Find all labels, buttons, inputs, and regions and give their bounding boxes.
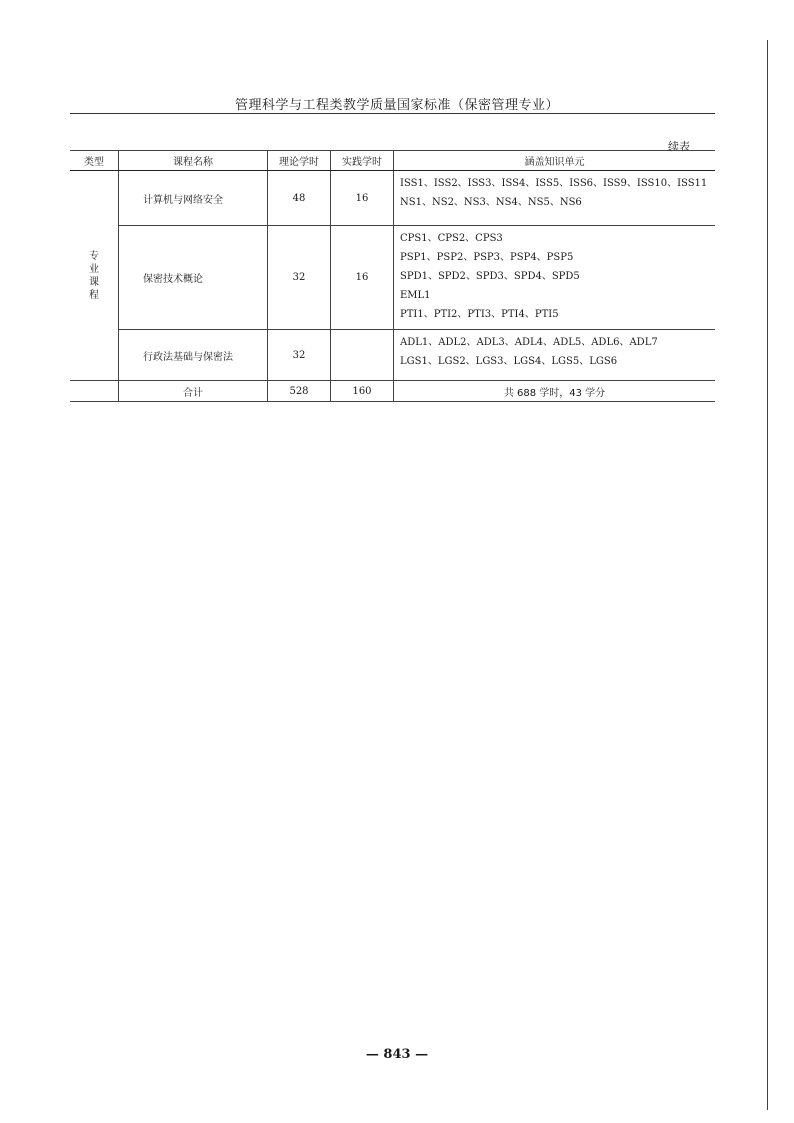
units-line: LGS1、LGS2、LGS3、LGS4、LGS5、LGS6 — [400, 356, 618, 367]
scan-edge-line — [767, 40, 768, 1110]
column-header-theory-hours: 理论学时 — [268, 151, 331, 171]
course-table — [70, 150, 715, 402]
units-line: PTI1、PTI2、PTI3、PTI4、PTI5 — [400, 309, 559, 320]
column-header-type: 类型 — [70, 151, 119, 171]
knowledge-units-cell — [394, 226, 716, 330]
units-line: NS1、NS2、NS3、NS4、NS5、NS6 — [400, 197, 582, 208]
practice-hours-cell — [331, 330, 394, 381]
course-name-cell: 保密技术概论 — [119, 226, 268, 330]
column-header-course-name: 课程名称 — [119, 151, 268, 171]
course-name-cell: 行政法基础与保密法 — [119, 330, 268, 381]
continued-label: 续表 — [668, 140, 690, 153]
course-name-cell: 计算机与网络安全 — [119, 171, 268, 226]
units-line: PSP1、PSP2、PSP3、PSP4、PSP5 — [400, 252, 574, 263]
total-row — [70, 381, 715, 402]
column-header-practice-hours: 实践学时 — [331, 151, 394, 171]
units-line: CPS1、CPS2、CPS3 — [400, 233, 503, 244]
column-header-knowledge-units: 涵盖知识单元 — [394, 151, 716, 171]
category-cell — [70, 171, 119, 381]
header-rule — [70, 113, 715, 114]
table-row — [70, 330, 715, 381]
theory-hours-cell: 32 — [268, 330, 331, 381]
theory-hours-cell: 32 — [268, 226, 331, 330]
total-label-cell: 合计 — [119, 381, 268, 402]
page-number: — 843 — — [365, 1047, 429, 1062]
total-type-cell — [70, 381, 119, 402]
table-row — [70, 226, 715, 330]
table-row — [70, 171, 715, 226]
units-line: ADL1、ADL2、ADL3、ADL4、ADL5、ADL6、ADL7 — [400, 337, 658, 348]
table-header-row — [70, 151, 715, 171]
total-summary-cell: 共 688 学时，43 学分 — [394, 381, 716, 402]
units-line: SPD1、SPD2、SPD3、SPD4、SPD5 — [400, 271, 580, 282]
units-line: EML1 — [400, 290, 431, 301]
page-header-title: 管理科学与工程类教学质量国家标准（保密管理专业） — [234, 98, 559, 113]
total-theory-cell: 528 — [268, 381, 331, 402]
knowledge-units-cell — [394, 330, 716, 381]
category-label: 专业课程 — [89, 250, 99, 301]
practice-hours-cell: 16 — [331, 171, 394, 226]
knowledge-units-cell — [394, 171, 716, 226]
practice-hours-cell: 16 — [331, 226, 394, 330]
units-line: ISS1、ISS2、ISS3、ISS4、ISS5、ISS6、ISS9、ISS10、ISS11 — [400, 178, 708, 189]
theory-hours-cell: 48 — [268, 171, 331, 226]
total-practice-cell: 160 — [331, 381, 394, 402]
